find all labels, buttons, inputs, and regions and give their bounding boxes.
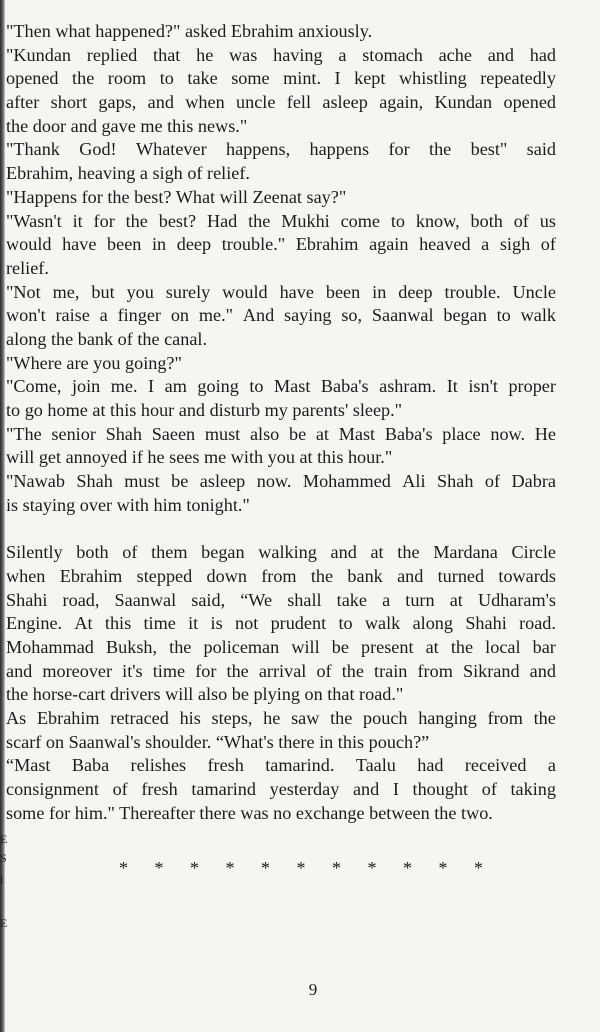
text-line: "Nawab Shah must be asleep now. Mohammed Ali Shah of Dabra bbox=[6, 471, 556, 492]
paragraph bbox=[6, 423, 556, 470]
text-line: "Kundan replied that he was having a stomach ache and had bbox=[6, 44, 556, 65]
text-line: after short gaps, and when uncle fell asleep again, Kundan opened bbox=[6, 92, 556, 113]
text-line: when Ebrahim stepped down from the bank and turned towards bbox=[6, 565, 556, 586]
text-line: "Happens for the best? What will Zeenat say?" bbox=[6, 186, 347, 207]
text-line: Silently both of them began walking and at the Mardana Circle bbox=[6, 542, 556, 563]
edge-mark: E bbox=[0, 916, 8, 930]
edge-mark: E bbox=[0, 832, 8, 846]
text-line: along the bank of the canal. bbox=[6, 328, 207, 349]
text-line: Shahi road, Saanwal said, “We shall take a turn at Udharam's bbox=[6, 589, 556, 610]
text-line: some for him." Thereafter there was no exchange between the two. bbox=[6, 802, 493, 823]
text-line: Ebrahim, heaving a sigh of relief. bbox=[6, 163, 250, 184]
text-line: As Ebrahim retraced his steps, he saw the pouch hanging from the bbox=[6, 707, 556, 728]
paragraph bbox=[6, 281, 556, 352]
text-line: Engine. At this time it is not prudent to walk along Shahi road. bbox=[6, 613, 556, 634]
paragraph bbox=[6, 375, 556, 422]
text-line: consignment of fresh tamarind yesterday and I thought of taking bbox=[6, 779, 556, 799]
text-line: opened the room to take some mint. I kept whistling repeatedly bbox=[6, 68, 556, 89]
paragraph bbox=[6, 186, 556, 210]
text-line: "Come, join me. I am going to Mast Baba's ashram. It isn't proper bbox=[6, 376, 556, 397]
page-number: 9 bbox=[308, 980, 318, 999]
text-line: "Thank God! Whatever happens, happens for the best" said bbox=[6, 139, 556, 160]
edge-mark: l bbox=[0, 873, 4, 887]
text-line: “Mast Baba relishes fresh tamarind. Taalu had received a bbox=[6, 755, 556, 776]
text-line: will get annoyed if he sees me with you at this hour." bbox=[6, 447, 393, 468]
paragraph bbox=[6, 210, 556, 281]
text-line: "Wasn't it for the best? Had the Mukhi come to know, both of us bbox=[6, 210, 556, 231]
text-line: scarf on Saanwal's shoulder. “What's there in this pouch?” bbox=[6, 731, 430, 752]
paragraph bbox=[6, 20, 556, 44]
text-line: and moreover it's time for the arrival of the train from Sikrand and bbox=[6, 660, 556, 681]
text-line: is staying over with him tonight." bbox=[6, 494, 250, 515]
paragraph bbox=[6, 44, 556, 139]
text-line: would have been in deep trouble." Ebrahim again heaved a sigh of bbox=[6, 234, 556, 255]
text-line: "Where are you going?" bbox=[6, 352, 182, 373]
paragraph bbox=[6, 541, 556, 707]
text-line: to go home at this hour and disturb my parents' sleep." bbox=[6, 400, 403, 420]
text-line: won't raise a finger on me." And saying so, Saanwal began to walk bbox=[6, 305, 556, 326]
paragraph bbox=[6, 138, 556, 185]
text-line: the door and gave me this news." bbox=[6, 115, 248, 136]
paragraph bbox=[6, 707, 556, 754]
text-line: Mohammad Buksh, the policeman will be present at the local bar bbox=[6, 636, 556, 657]
page-body bbox=[6, 20, 556, 825]
section-separator: * * * * * * * * * * * bbox=[119, 858, 494, 878]
text-line: "The senior Shah Saeen must also be at Mast Baba's place now. He bbox=[6, 423, 556, 444]
paragraph-gap bbox=[6, 517, 556, 541]
paragraph bbox=[6, 470, 556, 517]
paragraph bbox=[6, 754, 556, 825]
text-line: the horse-cart drivers will also be plying on that road." bbox=[6, 684, 404, 705]
edge-mark: S bbox=[0, 851, 7, 865]
paragraph bbox=[6, 352, 556, 376]
text-line: "Then what happened?" asked Ebrahim anxiously. bbox=[6, 21, 373, 41]
text-line: "Not me, but you surely would have been in deep trouble. Uncle bbox=[6, 281, 556, 302]
text-line: relief. bbox=[6, 257, 49, 278]
